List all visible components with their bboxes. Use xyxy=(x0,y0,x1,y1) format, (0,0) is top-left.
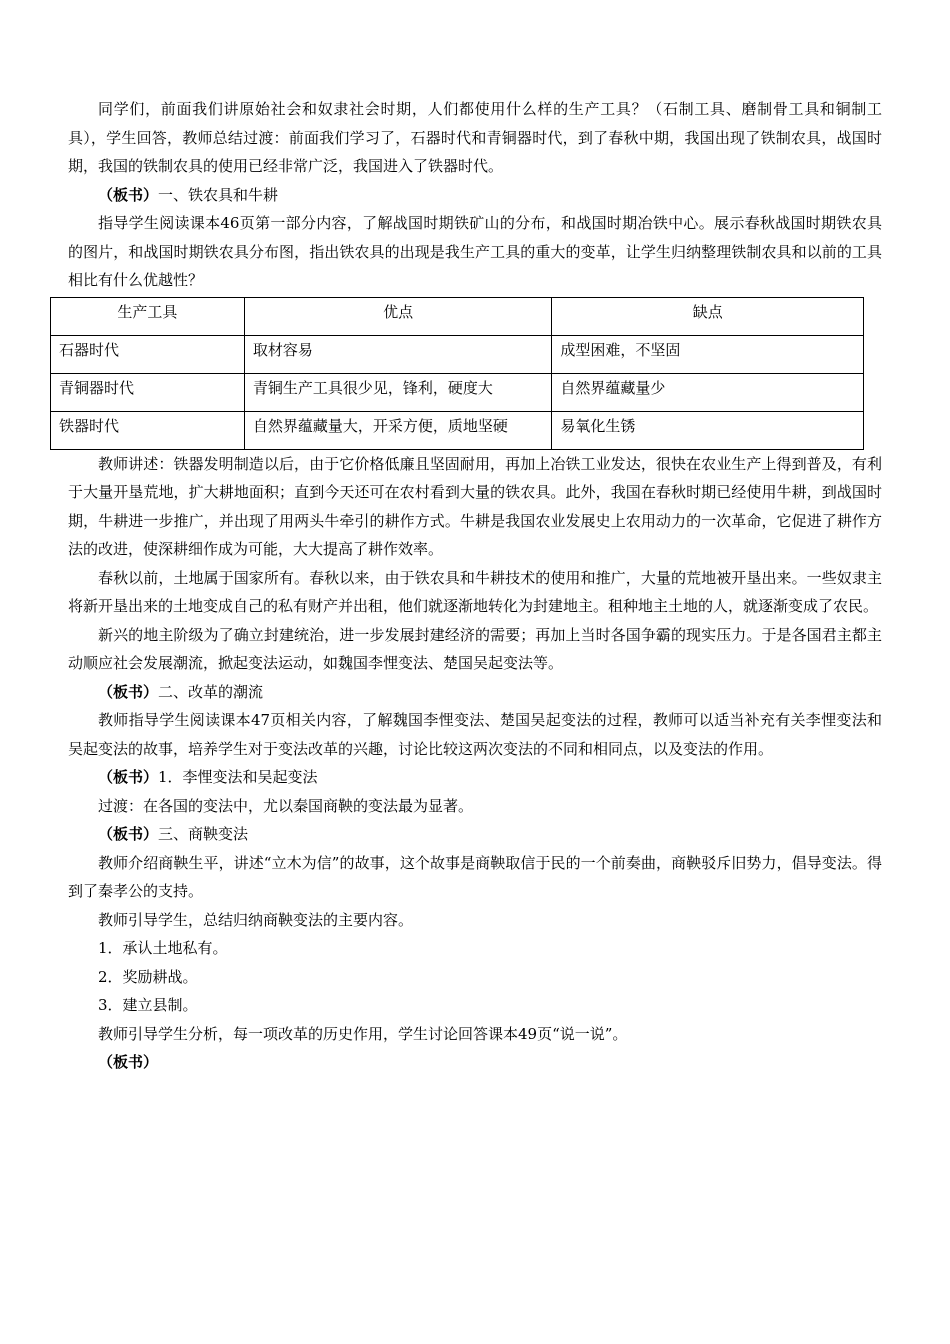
board-heading-1 xyxy=(68,181,882,210)
list-item: 1．承认土地私有。 xyxy=(98,939,228,957)
paragraph-land-ownership: 春秋以前，土地属于国家所有。春秋以来，由于铁农具和牛耕技术的使用和推广，大量的荒地被开垦出来。一些奴隶主将新开垦出来的土地变成自己的私有财产并出租，他们就逐渐地转化为封建地主。租种地主土地的人，就逐渐变成了农民。 xyxy=(68,568,882,615)
table-row xyxy=(51,411,864,449)
board-heading-5 xyxy=(68,1048,882,1077)
paragraph-shang-yang: 教师介绍商鞅生平，讲述“立木为信”的故事，这个故事是商鞅取信于民的一个前奏曲，商鞅驳斥旧势力，倡导变法。得到了秦孝公的支持。 xyxy=(68,853,882,900)
paragraph-guide-reading: 指导学生阅读课本46页第一部分内容，了解战国时期铁矿山的分布，和战国时期冶铁中心。展示春秋战国时期铁农具的图片，和战国时期铁农具分布图，指出铁农具的出现是我生产工具的重大的变革，让学生归纳整理铁制农具和以前的工具相比有什么优越性？ xyxy=(68,214,882,289)
table-cell: 取材容易 xyxy=(244,335,552,373)
document-body xyxy=(59,95,882,1077)
list-item: 3．建立县制。 xyxy=(98,996,198,1014)
board-text: 三、商鞅变法 xyxy=(158,825,249,843)
table-cell: 成型困难，不坚固 xyxy=(552,335,864,373)
list-item: 2．奖励耕战。 xyxy=(98,967,198,986)
table-row xyxy=(51,335,864,373)
paragraph-teacher-lecture: 教师讲述：铁器发明制造以后，由于它价格低廉且坚固耐用，再加上冶铁工业发达，很快在农业生产上得到普及，有利于大量开垦荒地，扩大耕地面积；直到今天还可在农村看到大量的铁农具。此外，我国在春秋时期已经使用牛耕，到战国时期，牛耕进一步推广，并出现了用两头牛牵引的耕作方式。牛耕是我国农业发展史上农用动力的一次革命，它促进了耕作方法的改进，使深耕细作成为可能，大大提高了耕作效率。 xyxy=(68,454,882,558)
board-text: 二、改革的潮流 xyxy=(158,682,264,701)
table-cell: 青铜器时代 xyxy=(51,373,245,411)
table-cell: 易氧化生锈 xyxy=(552,411,864,449)
board-label: （板书） xyxy=(98,682,159,701)
paragraph-summary-prompt: 教师引导学生，总结归纳商鞅变法的主要内容。 xyxy=(98,910,414,929)
paragraph-new-landlords: 新兴的地主阶级为了确立封建统治，进一步发展封建经济的需要；再加上当时各国争霸的现实压力。于是各国君主都主动顺应社会发展潮流，掀起变法运动，如魏国李悝变法、楚国吴起变法等。 xyxy=(68,625,882,672)
board-text: 1．李悝变法和吴起变法 xyxy=(158,768,318,786)
table-cell: 自然界蕴藏量少 xyxy=(552,373,864,411)
paragraph-transition: 过渡：在各国的变法中，尤以秦国商鞅的变法最为显著。 xyxy=(98,796,474,815)
table-header-cell: 优点 xyxy=(244,297,552,335)
board-heading-3 xyxy=(68,763,882,792)
board-heading-2 xyxy=(68,678,882,707)
paragraph-intro: 同学们，前面我们讲原始社会和奴隶社会时期，人们都使用什么样的生产工具？（石制工具、磨制骨工具和铜制工具），学生回答，教师总结过渡：前面我们学习了，石器时代和青铜器时代，到了春秋中期，我国出现了铁制农具，战国时期，我国的铁制农具的使用已经非常广泛，我国进入了铁器时代。 xyxy=(68,100,882,175)
board-label: （板书） xyxy=(98,768,159,786)
table-header-row xyxy=(51,297,864,335)
board-label: （板书） xyxy=(98,825,159,843)
table-row xyxy=(51,373,864,411)
board-label: （板书） xyxy=(98,185,159,204)
table-cell: 石器时代 xyxy=(51,335,245,373)
table-header-cell: 生产工具 xyxy=(51,297,245,335)
table-header-cell: 缺点 xyxy=(552,297,864,335)
tools-comparison-table xyxy=(50,297,864,450)
board-text: 一、铁农具和牛耕 xyxy=(158,185,279,204)
board-heading-4 xyxy=(68,820,882,849)
table-cell: 自然界蕴藏量大，开采方便，质地坚硬 xyxy=(244,411,552,449)
board-label: （板书） xyxy=(98,1053,159,1071)
paragraph-analysis: 教师引导学生分析，每一项改革的历史作用，学生讨论回答课本49页“说一说”。 xyxy=(98,1024,628,1043)
paragraph-reform-reading: 教师指导学生阅读课本47页相关内容，了解魏国李悝变法、楚国吴起变法的过程，教师可以适当补充有关李悝变法和吴起变法的故事，培养学生对于变法改革的兴趣，讨论比较这两次变法的不同和相同点，以及变法的作用。 xyxy=(68,711,882,758)
table-cell: 铁器时代 xyxy=(51,411,245,449)
table-cell: 青铜生产工具很少见，锋利，硬度大 xyxy=(244,373,552,411)
